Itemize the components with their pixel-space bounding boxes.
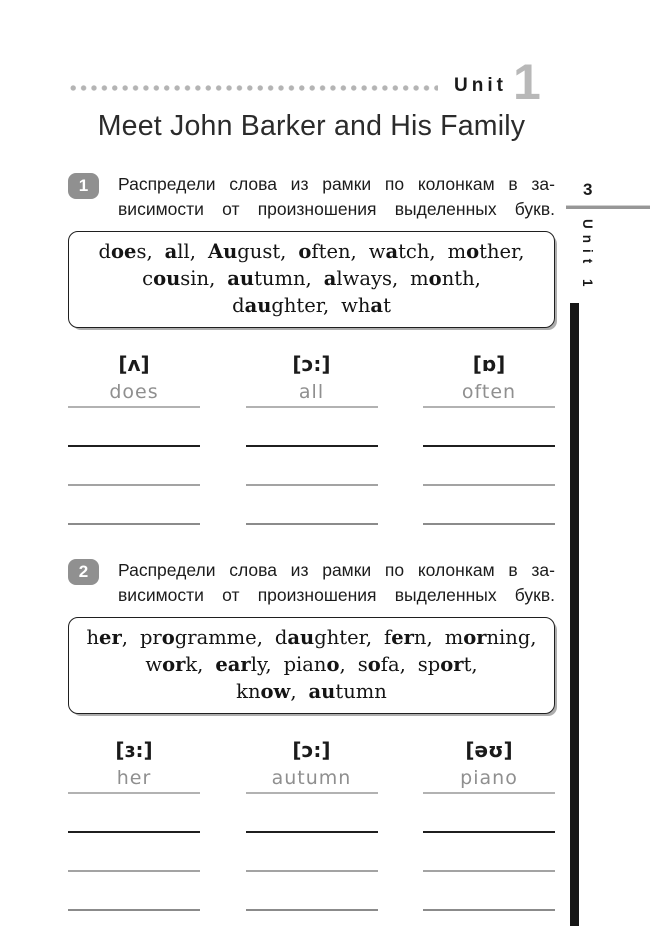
page-number: 3 [583,180,593,199]
blank-line[interactable] [246,408,378,447]
instruction-line: Распредели слова из рамки по колонкам в за- [118,174,555,194]
box-word: piano, [283,653,346,676]
unit-number: 1 [512,54,541,110]
blank-line[interactable] [68,486,200,525]
box-word: sofa, [357,653,406,676]
answer-field[interactable] [423,763,555,794]
phonetic-header: [ɔ:] [292,738,331,762]
box-word: her, [86,626,128,649]
answer-text: does [109,381,159,403]
box-word: morning, [444,626,537,649]
box-word: what [341,294,391,317]
answer-text: piano [460,767,518,789]
box-word: cousin, [142,267,216,290]
answer-text: all [298,381,325,403]
blank-line[interactable] [423,408,555,447]
phonetic-header: [əʊ] [465,738,513,762]
box-word: autumn [308,680,387,703]
exercise-number-badge: 1 [68,173,99,199]
blank-line[interactable] [423,794,555,833]
phonetic-header: [ɜ:] [115,738,153,762]
blank-line[interactable] [423,486,555,525]
answer-field[interactable] [246,763,378,794]
exercise-2 [68,558,555,911]
phonetic-header: [ɒ] [472,352,506,376]
blank-line[interactable] [68,872,200,911]
box-word: know, [236,680,297,703]
box-word: does, [98,240,153,263]
answer-field[interactable] [68,763,200,794]
blank-line[interactable] [246,486,378,525]
blank-line[interactable] [423,447,555,486]
answer-column [423,738,555,911]
box-word: early, [215,653,272,676]
phonetic-header: [ɔ:] [292,352,331,376]
answer-columns [68,738,555,911]
answer-column [246,352,378,525]
unit-header [68,0,555,110]
page-title: Meet John Barker and His Family [97,110,526,142]
exercise-instruction [118,558,555,608]
blank-line[interactable] [246,833,378,872]
blank-line[interactable] [68,833,200,872]
blank-line[interactable] [246,447,378,486]
word-box-line [79,238,544,265]
instruction-line: висимости от произношения выделенных букв. [118,585,555,605]
answer-field[interactable] [68,377,200,408]
answer-column [423,352,555,525]
answer-text: autumn [271,767,352,789]
phonetic-header: [ʌ] [118,352,150,376]
box-word: sport, [417,653,478,676]
blank-line[interactable] [423,833,555,872]
unit-label: Unit [454,75,507,96]
blank-line[interactable] [68,447,200,486]
box-word: August, [207,240,287,263]
word-box [68,617,555,714]
word-box-line [79,651,544,678]
unit-tab-label: Unit 1 [580,219,595,293]
blank-line[interactable] [246,794,378,833]
answer-text: often [461,381,517,403]
dotted-rule [68,84,438,92]
answer-column [68,352,200,525]
box-word: autumn, [227,267,312,290]
box-word: always, [323,267,399,290]
blank-line[interactable] [246,872,378,911]
unit-edge-tab [570,303,579,926]
exercise-1 [68,172,555,525]
word-box [68,231,555,328]
margin-rule [566,205,650,209]
box-word: fern, [384,626,433,649]
box-word: often, [298,240,357,263]
box-word: watch, [368,240,436,263]
instruction-line: Распредели слова из рамки по колонкам в за- [118,560,555,580]
word-box-line [79,292,544,319]
word-box-line [79,678,544,705]
blank-line[interactable] [68,794,200,833]
box-word: daughter, [232,294,330,317]
word-box-line [79,624,544,651]
box-word: daughter, [274,626,373,649]
box-word: mother, [447,240,525,263]
blank-line[interactable] [423,872,555,911]
box-word: programme, [139,626,263,649]
answer-columns [68,352,555,525]
answer-text: her [116,767,152,789]
box-word: month, [410,267,481,290]
answer-field[interactable] [423,377,555,408]
instruction-line: висимости от произношения выделенных букв. [118,199,555,219]
answer-field[interactable] [246,377,378,408]
exercise-number-badge: 2 [68,559,99,585]
answer-column [68,738,200,911]
blank-line[interactable] [68,408,200,447]
exercise-instruction [118,172,555,222]
box-word: work, [145,653,204,676]
answer-column [246,738,378,911]
box-word: all, [164,240,196,263]
word-box-line [79,265,544,292]
